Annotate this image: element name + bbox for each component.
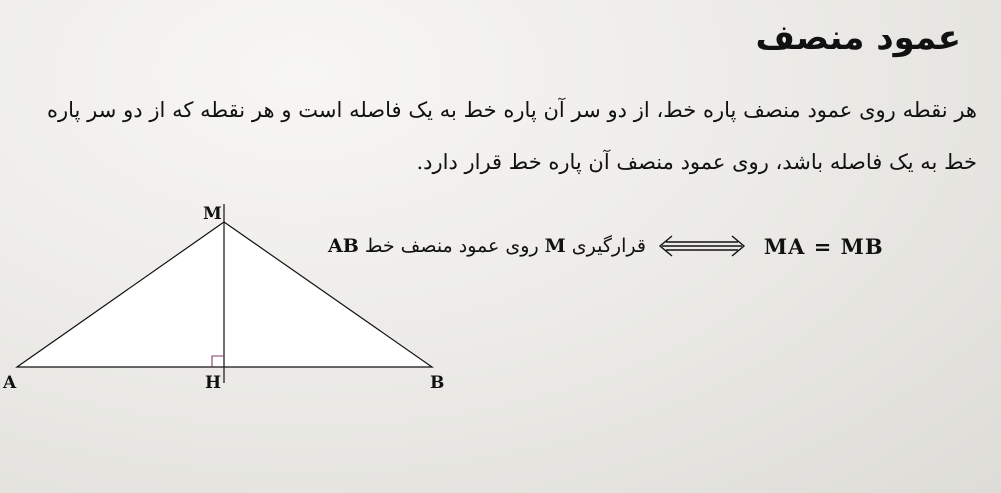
label-m: M: [203, 204, 222, 224]
point-m-label: M: [544, 235, 566, 257]
label-a: A: [3, 373, 17, 393]
slide-title: عمود منصف: [755, 18, 961, 58]
condition-part2: روی عمود منصف خط: [358, 235, 545, 257]
triangle-figure: [0, 195, 460, 400]
double-arrow-icon: [656, 232, 748, 260]
label-h: H: [205, 373, 222, 393]
definition-paragraph: هر نقطه روی عمود منصف پاره خط، از دو سر آن پاره خط به یک فاصله است و هر نقطه که از دو سر پاره خط به یک فاصله باشد، روی عمود منصف آن پاره خط قرار دارد.: [47, 98, 977, 174]
equation: MA = MB: [763, 233, 884, 259]
label-b: B: [430, 373, 445, 393]
condition-part1: قرارگیری: [565, 235, 646, 257]
segment-ab-label: AB: [328, 235, 359, 257]
